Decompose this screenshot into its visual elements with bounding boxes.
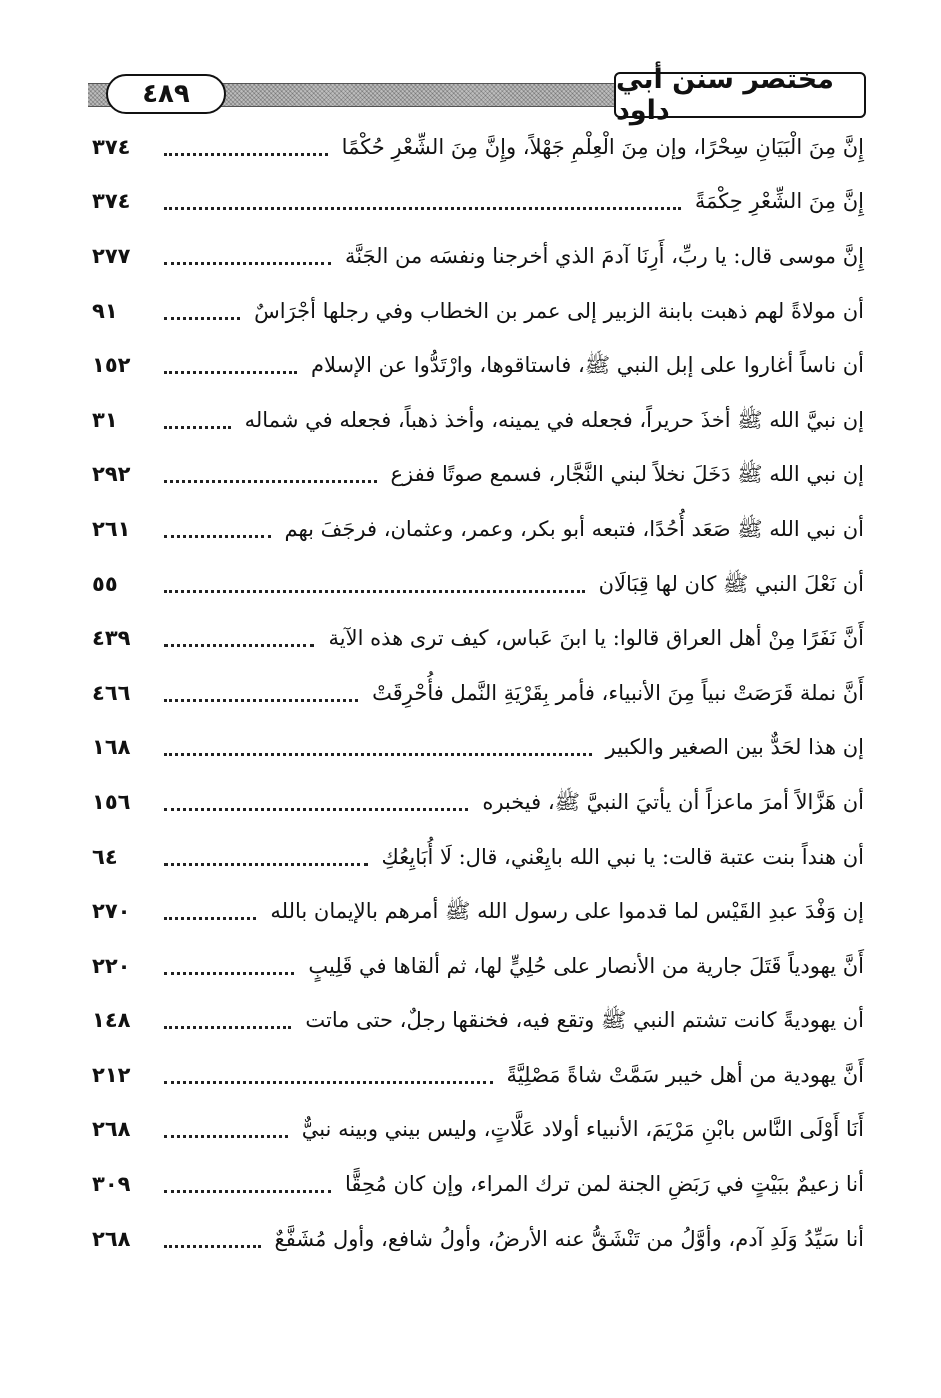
page-header (88, 64, 866, 126)
entry-text: أنا سَيِّدُ وَلَدِ آدم، وأوَّلُ من تَنْشَقُّ عنه الأرضُ، وأولُ شافع، وأول مُشَفَّعٌ (274, 1226, 864, 1251)
dot-leader (164, 1239, 261, 1248)
dot-leader (164, 256, 331, 265)
entry-text: أن نَعْلَ النبي ﷺ كان لها قِبَالَان (598, 571, 864, 596)
entry-page-number: ١٥٦ (92, 789, 131, 814)
entry-text: أن ناساً أغاروا على إبل النبي ﷺ، فاستاقوها، وارْتَدُّوا عن الإسلام (310, 353, 864, 378)
index-entry (92, 1048, 864, 1103)
index-entry (92, 1157, 864, 1212)
entry-text: أن يهوديةً كانت تشتم النبي ﷺ وتقع فيه، فخنقها رجلٌ، حتى ماتت (305, 1008, 864, 1033)
entry-page-number: ٢٧٧ (92, 243, 131, 268)
entry-text: أن مولاةً لهم ذهبت بابنة الزبير إلى عمر بن الخطاب وفي رجلها أجْرَاسٌ (254, 298, 864, 323)
dot-leader (164, 1184, 331, 1193)
entry-page-number: ٢١٢ (92, 1062, 131, 1087)
index-entry (92, 721, 864, 776)
entry-text: أَنَا أَوْلَى النَّاس بابْنِ مَرْيَمَ، الأنبياء أولاد عَلَّاتٍ، وليس بيني وبينه نبيٌّ (301, 1117, 864, 1142)
dot-leader (164, 911, 256, 920)
entry-text: أَنَّ نملة قَرَصَتْ نبياً مِنَ الأنبياء، فأمر بِقَرْيَةِ النَّمل فأُحْرِقَتْ (372, 680, 864, 705)
entry-text: أَنَّ يهودية من أهل خيبر سَمَّتْ شاةً مَصْلِيَّةً (506, 1062, 864, 1087)
entry-text: أن هنداً بنت عتبة قالت: يا نبي الله بايِعْني، قال: لَا أُبَايِعُكِ (381, 844, 864, 869)
dot-leader (164, 1020, 291, 1029)
index-list (92, 120, 864, 1266)
entry-page-number: ٢٩٢ (92, 462, 131, 487)
dot-leader (164, 638, 314, 647)
dot-leader (164, 1075, 493, 1084)
entry-page-number: ٢٢٠ (92, 953, 131, 978)
index-entry (92, 502, 864, 557)
dot-leader (164, 1129, 288, 1138)
entry-text: إن هذا لحَدٌّ بين الصغير والكبير (605, 735, 864, 760)
dot-leader (164, 420, 231, 429)
entry-text: إن وَفْدَ عبدِ القَيْس لما قدموا على رسول الله ﷺ أمرهم بالإيمان بالله (270, 899, 864, 924)
entry-page-number: ٦٤ (92, 844, 118, 869)
entry-text: إن نبيَّ الله ﷺ أخذَ حريراً، فجعله في يمينه، وأخذ ذهباً، فجعله في شماله (244, 407, 864, 432)
entry-page-number: ٣٠٩ (92, 1172, 131, 1197)
entry-text: إِنَّ مِنَ الشِّعْرِ حِكْمَةً (694, 189, 864, 214)
index-entry (92, 338, 864, 393)
entry-page-number: ٢٦٨ (92, 1117, 131, 1142)
dot-leader (164, 147, 328, 156)
entry-text: أنا زعيمٌ ببَيْتٍ في رَبَضِ الجنة لمن ترك المراء، وإن كان مُحِقًّا (344, 1172, 864, 1197)
index-entry (92, 175, 864, 230)
entry-text: أَنَّ يهودياً قَتَلَ جارية من الأنصار على حُلِيٍّ لها، ثم ألقاها في قَلِيبٍ (308, 953, 864, 978)
index-entry (92, 557, 864, 612)
index-entry (92, 666, 864, 721)
dot-leader (164, 474, 377, 483)
index-entry (92, 1212, 864, 1267)
entry-text: إِنَّ مِنَ الْبَيَانِ سِحْرًا، وإن مِنَ الْعِلْمِ جَهْلاً، وإِنَّ مِنَ الشِّعْرِ حُكْمًا (341, 134, 864, 159)
entry-page-number: ٤٦٦ (92, 680, 131, 705)
entry-text: إن نبي الله ﷺ دَخَلَ نخلاً لبني النَّجَّار، فسمع صوتًا ففزع (390, 462, 864, 487)
entry-text: أَنَّ نَفَرًا مِنْ أهل العراق قالوا: يا ابنَ عَباس، كيف ترى هذه الآية (328, 626, 864, 651)
entry-page-number: ٢٧٠ (92, 899, 131, 924)
index-entry (92, 448, 864, 503)
dot-leader (164, 802, 468, 811)
entry-page-number: ٥٥ (92, 571, 118, 596)
entry-text: إِنَّ موسى قال: يا ربِّ، أَرِنَا آدمَ الذي أخرجنا ونفسَه من الجَنَّة (344, 243, 864, 268)
entry-page-number: ٣٧٤ (92, 189, 131, 214)
index-entry (92, 994, 864, 1049)
dot-leader (164, 365, 297, 374)
entry-page-number: ٩١ (92, 298, 118, 323)
dot-leader (164, 584, 585, 593)
dot-leader (164, 966, 294, 975)
index-entry (92, 120, 864, 175)
book-title: مختصر سنن أبي داود (614, 72, 866, 118)
entry-page-number: ١٥٢ (92, 353, 131, 378)
entry-page-number: ٣٧٤ (92, 134, 131, 159)
index-entry (92, 393, 864, 448)
dot-leader (164, 857, 368, 866)
entry-page-number: ٢٦٨ (92, 1226, 131, 1251)
entry-text: أن نبي الله ﷺ صَعَد أُحُدًا، فتبعه أبو بكر، وعمر، وعثمان، فرجَفَ بهم (284, 516, 864, 541)
entry-page-number: ٢٦١ (92, 516, 131, 541)
dot-leader (164, 693, 358, 702)
index-entry (92, 611, 864, 666)
entry-page-number: ١٦٨ (92, 735, 131, 760)
index-entry (92, 1103, 864, 1158)
index-entry (92, 284, 864, 339)
index-entry (92, 939, 864, 994)
dot-leader (164, 201, 681, 210)
dot-leader (164, 747, 592, 756)
page-number: ٤٨٩ (106, 74, 226, 114)
entry-page-number: ١٤٨ (92, 1008, 131, 1033)
index-entry (92, 830, 864, 885)
dot-leader (164, 529, 271, 538)
index-entry (92, 775, 864, 830)
index-entry (92, 229, 864, 284)
entry-text: أن هَزَّالاً أمرَ ماعزاً أن يأتيَ النبيَّ ﷺ، فيخبره (482, 789, 864, 814)
index-entry (92, 884, 864, 939)
entry-page-number: ٣١ (92, 407, 118, 432)
dot-leader (164, 311, 240, 320)
entry-page-number: ٤٣٩ (92, 626, 131, 651)
